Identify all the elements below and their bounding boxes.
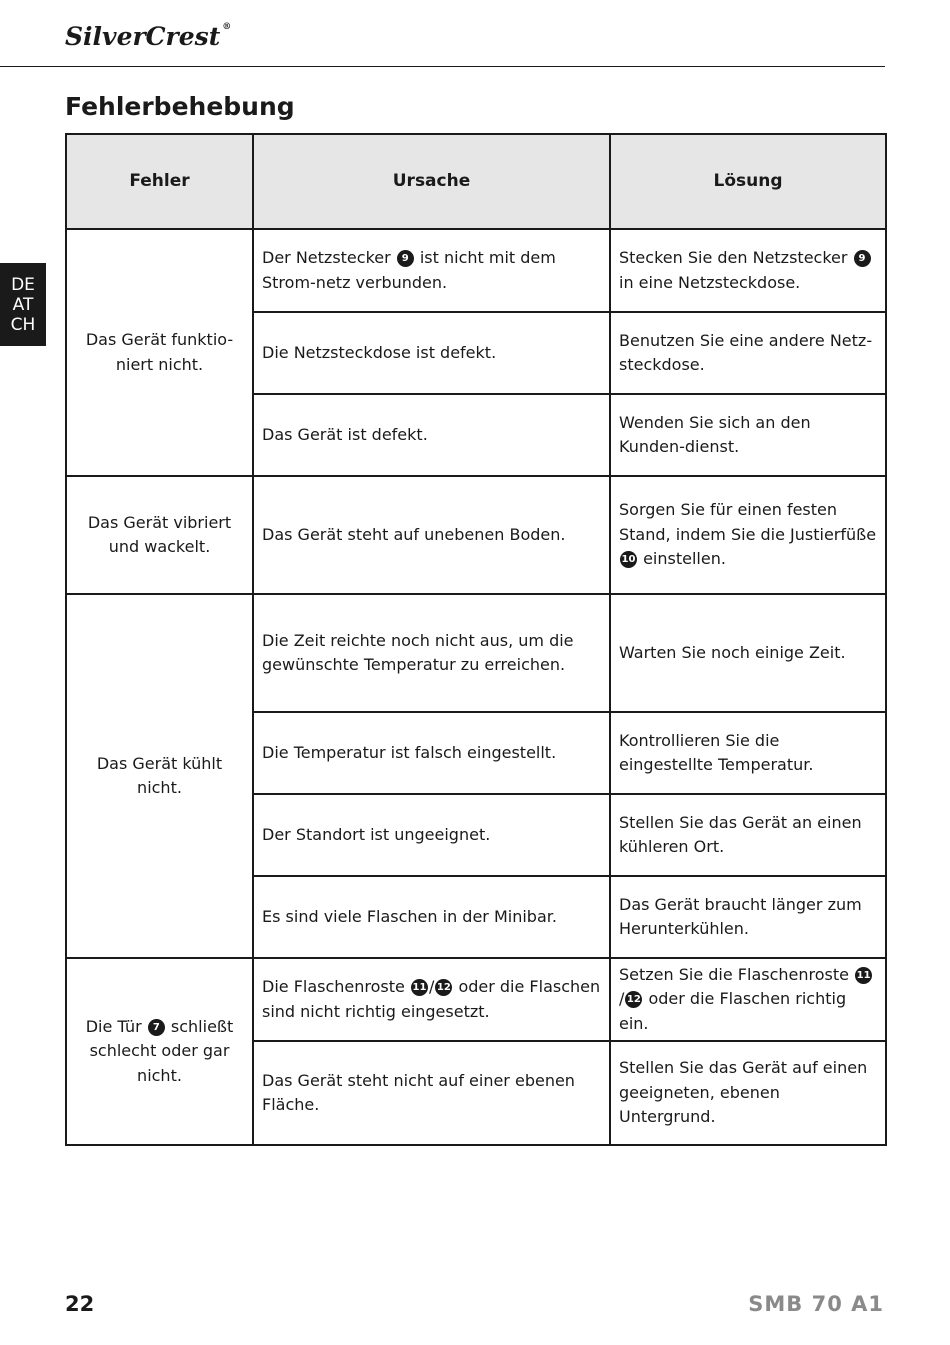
solution-cell [610,876,886,958]
reference-number-badge: 12 [625,991,642,1008]
text-segment: Es sind viele Flaschen in der Minibar. [262,906,557,926]
text-segment: Die Zeit reichte noch nicht aus, um die gewünschte Temperatur zu erreichen. [262,630,574,674]
column-header-fault: Fehler [66,134,253,229]
text-segment: schließt schlecht oder gar nicht. [89,1016,234,1085]
text-segment: / [428,977,435,996]
table-body [66,229,886,1145]
model-number: SMB 70 A1 [748,1292,884,1316]
reference-number-badge: 9 [854,250,871,267]
reference-number-badge: 11 [411,979,428,996]
cause-cell [253,312,610,394]
text-segment: einstellen. [638,549,726,569]
solution-cell [610,794,886,876]
text-segment: Sorgen Sie für einen festen Stand, indem Sie die Justierfüße [619,500,877,544]
cause-cell [253,394,610,476]
text-segment: Das Gerät braucht länger zum Herunterkühlen. [619,894,862,938]
table-row [66,476,886,594]
solution-cell [610,958,886,1041]
text-segment: Stellen Sie das Gerät auf einen geeigneten, ebenen Untergrund. [619,1058,868,1127]
column-header-cause: Ursache [253,134,610,229]
cause-cell [253,712,610,794]
text-segment: Benutzen Sie eine andere Netz-steckdose. [619,330,873,374]
table-row [66,229,886,312]
reference-number-badge: 10 [620,551,637,568]
cause-cell [253,229,610,312]
brand-logo [65,22,231,51]
fault-cell: Das Gerät kühlt nicht. [66,594,253,958]
text-segment: Die Netzsteckdose ist defekt. [262,342,497,362]
fault-cell: Das Gerät funktio-niert nicht. [66,229,253,476]
troubleshooting-table [65,133,887,1146]
page-number: 22 [65,1292,95,1316]
table-header-row [66,134,886,229]
solution-cell [610,594,886,712]
cause-cell [253,876,610,958]
page-title: Fehlerbehebung [65,92,295,121]
text-segment: oder die Flaschen richtig ein. [619,989,847,1033]
table-row [66,594,886,712]
table-row [66,958,886,1041]
brand-name: SilverCrest [65,22,221,51]
fault-cell: Das Gerät vibriert und wackelt. [66,476,253,594]
solution-cell [610,312,886,394]
solution-cell [610,476,886,594]
column-header-solution: Lösung [610,134,886,229]
text-segment: Kontrollieren Sie die eingestellte Temperatur. [619,730,814,774]
text-segment: ist nicht mit dem Strom-netz verbunden. [262,248,556,292]
solution-cell [610,712,886,794]
cause-cell [253,794,610,876]
solution-cell [610,394,886,476]
cause-cell [253,1041,610,1145]
text-segment: Stellen Sie das Gerät an einen kühleren Ort. [619,812,862,856]
text-segment: oder die Flaschen sind nicht richtig eingesetzt. [262,977,601,1021]
cause-cell [253,958,610,1041]
text-segment: Der Netzstecker [262,248,396,267]
reference-number-badge: 11 [855,967,872,984]
reference-number-badge: 9 [397,250,414,267]
text-segment: Das Gerät steht auf unebenen Boden. [262,524,566,544]
text-segment: in eine Netzsteckdose. [619,272,801,292]
solution-cell [610,1041,886,1145]
text-segment: Das Gerät steht nicht auf einer ebenen Fläche. [262,1070,575,1114]
text-segment: Warten Sie noch einige Zeit. [619,642,846,662]
language-code-at: AT [12,294,34,315]
text-segment: Wenden Sie sich an den Kunden-dienst. [619,412,811,456]
language-code-ch: CH [10,314,36,335]
cause-cell [253,476,610,594]
text-segment: Stecken Sie den Netzstecker [619,248,853,267]
text-segment: Das Gerät ist defekt. [262,424,428,444]
text-segment: Die Flaschenroste [262,977,410,996]
reference-number-badge: 7 [148,1019,165,1036]
reference-number-badge: 12 [435,979,452,996]
fault-cell [66,958,253,1145]
header-rule [0,66,885,67]
text-segment: Der Standort ist ungeeignet. [262,824,491,844]
language-tab [0,263,46,346]
text-segment: / [619,989,625,1009]
cause-cell [253,594,610,712]
solution-cell [610,229,886,312]
text-segment: Die Temperatur ist falsch eingestellt. [262,742,557,762]
registered-mark: ® [222,22,232,32]
language-code-de: DE [11,274,35,295]
text-segment: Die Tür [85,1016,147,1036]
text-segment: Setzen Sie die Flaschenroste [619,964,855,984]
